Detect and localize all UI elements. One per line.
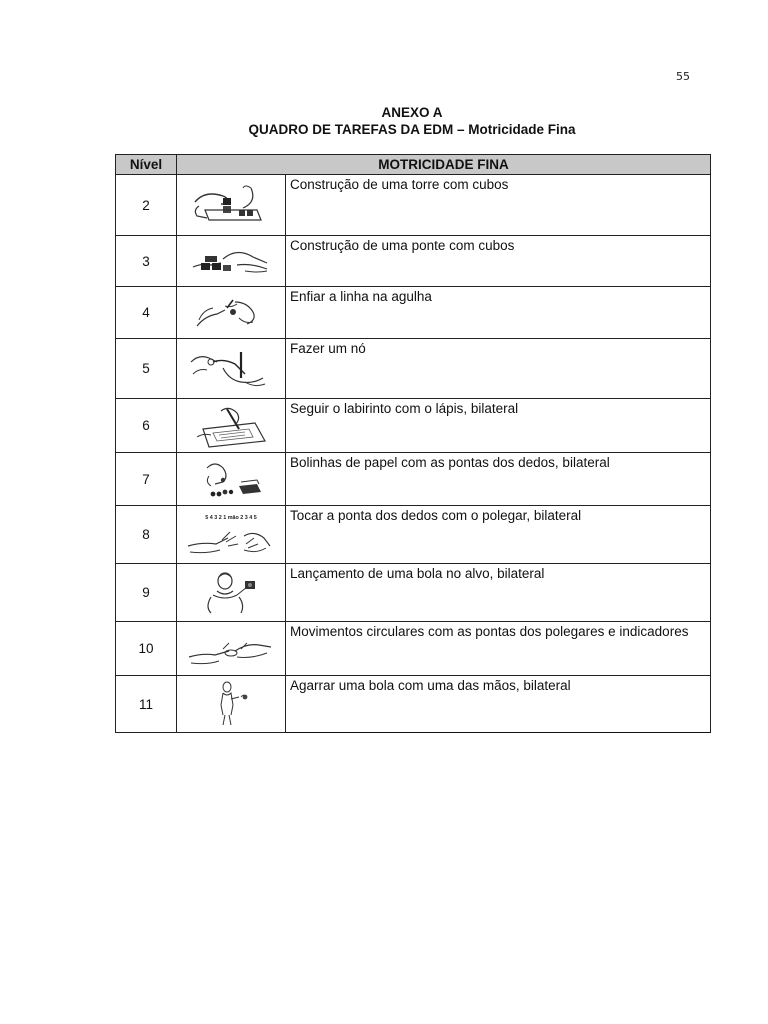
table-row (116, 453, 711, 506)
task-description: Bolinhas de papel com as pontas dos dedos, bilateral (286, 453, 711, 506)
maze-pencil-illustration (177, 399, 286, 453)
level-value: 11 (116, 676, 177, 733)
task-description: Lançamento de uma bola no alvo, bilateral (286, 564, 711, 622)
table-row (116, 339, 711, 399)
level-value: 5 (116, 339, 177, 399)
table-row (116, 564, 711, 622)
level-value: 8 (116, 506, 177, 564)
knot-illustration (177, 339, 286, 399)
level-value: 6 (116, 399, 177, 453)
level-value: 3 (116, 236, 177, 287)
level-value: 4 (116, 287, 177, 339)
table-row (116, 175, 711, 236)
task-description: Enfiar a linha na agulha (286, 287, 711, 339)
task-description: Movimentos circulares com as pontas dos polegares e indicadores (286, 622, 711, 676)
table-title: QUADRO DE TAREFAS DA EDM – Motricidade Fina (248, 122, 576, 137)
finger-sequence-caption: 5 4 3 2 1 mão 2 3 4 5 (205, 514, 257, 521)
level-value: 9 (116, 564, 177, 622)
document-heading (115, 104, 709, 138)
circular-thumbs-illustration (177, 622, 286, 676)
task-description: Construção de uma torre com cubos (286, 175, 711, 236)
level-value: 7 (116, 453, 177, 506)
level-value: 10 (116, 622, 177, 676)
finger-touch-illustration (177, 506, 286, 564)
catch-ball-illustration (177, 676, 286, 733)
bridge-blocks-illustration (177, 236, 286, 287)
header-level: Nível (116, 155, 177, 175)
task-description: Tocar a ponta dos dedos com o polegar, bilateral (286, 506, 711, 564)
paper-balls-illustration (177, 453, 286, 506)
table-row (116, 236, 711, 287)
page-number: 55 (676, 70, 690, 83)
fine-motor-task-table (115, 154, 711, 733)
task-description: Seguir o labirinto com o lápis, bilateral (286, 399, 711, 453)
task-description: Agarrar uma bola com uma das mãos, bilateral (286, 676, 711, 733)
table-row (116, 676, 711, 733)
level-value: 2 (116, 175, 177, 236)
table-row (116, 399, 711, 453)
annex-title: ANEXO A (381, 105, 443, 120)
needle-thread-illustration (177, 287, 286, 339)
table-row (116, 287, 711, 339)
task-description: Fazer um nó (286, 339, 711, 399)
task-description: Construção de uma ponte com cubos (286, 236, 711, 287)
ball-target-illustration (177, 564, 286, 622)
table-row (116, 506, 711, 564)
table-row (116, 622, 711, 676)
tower-blocks-illustration (177, 175, 286, 236)
header-task: MOTRICIDADE FINA (177, 155, 711, 175)
